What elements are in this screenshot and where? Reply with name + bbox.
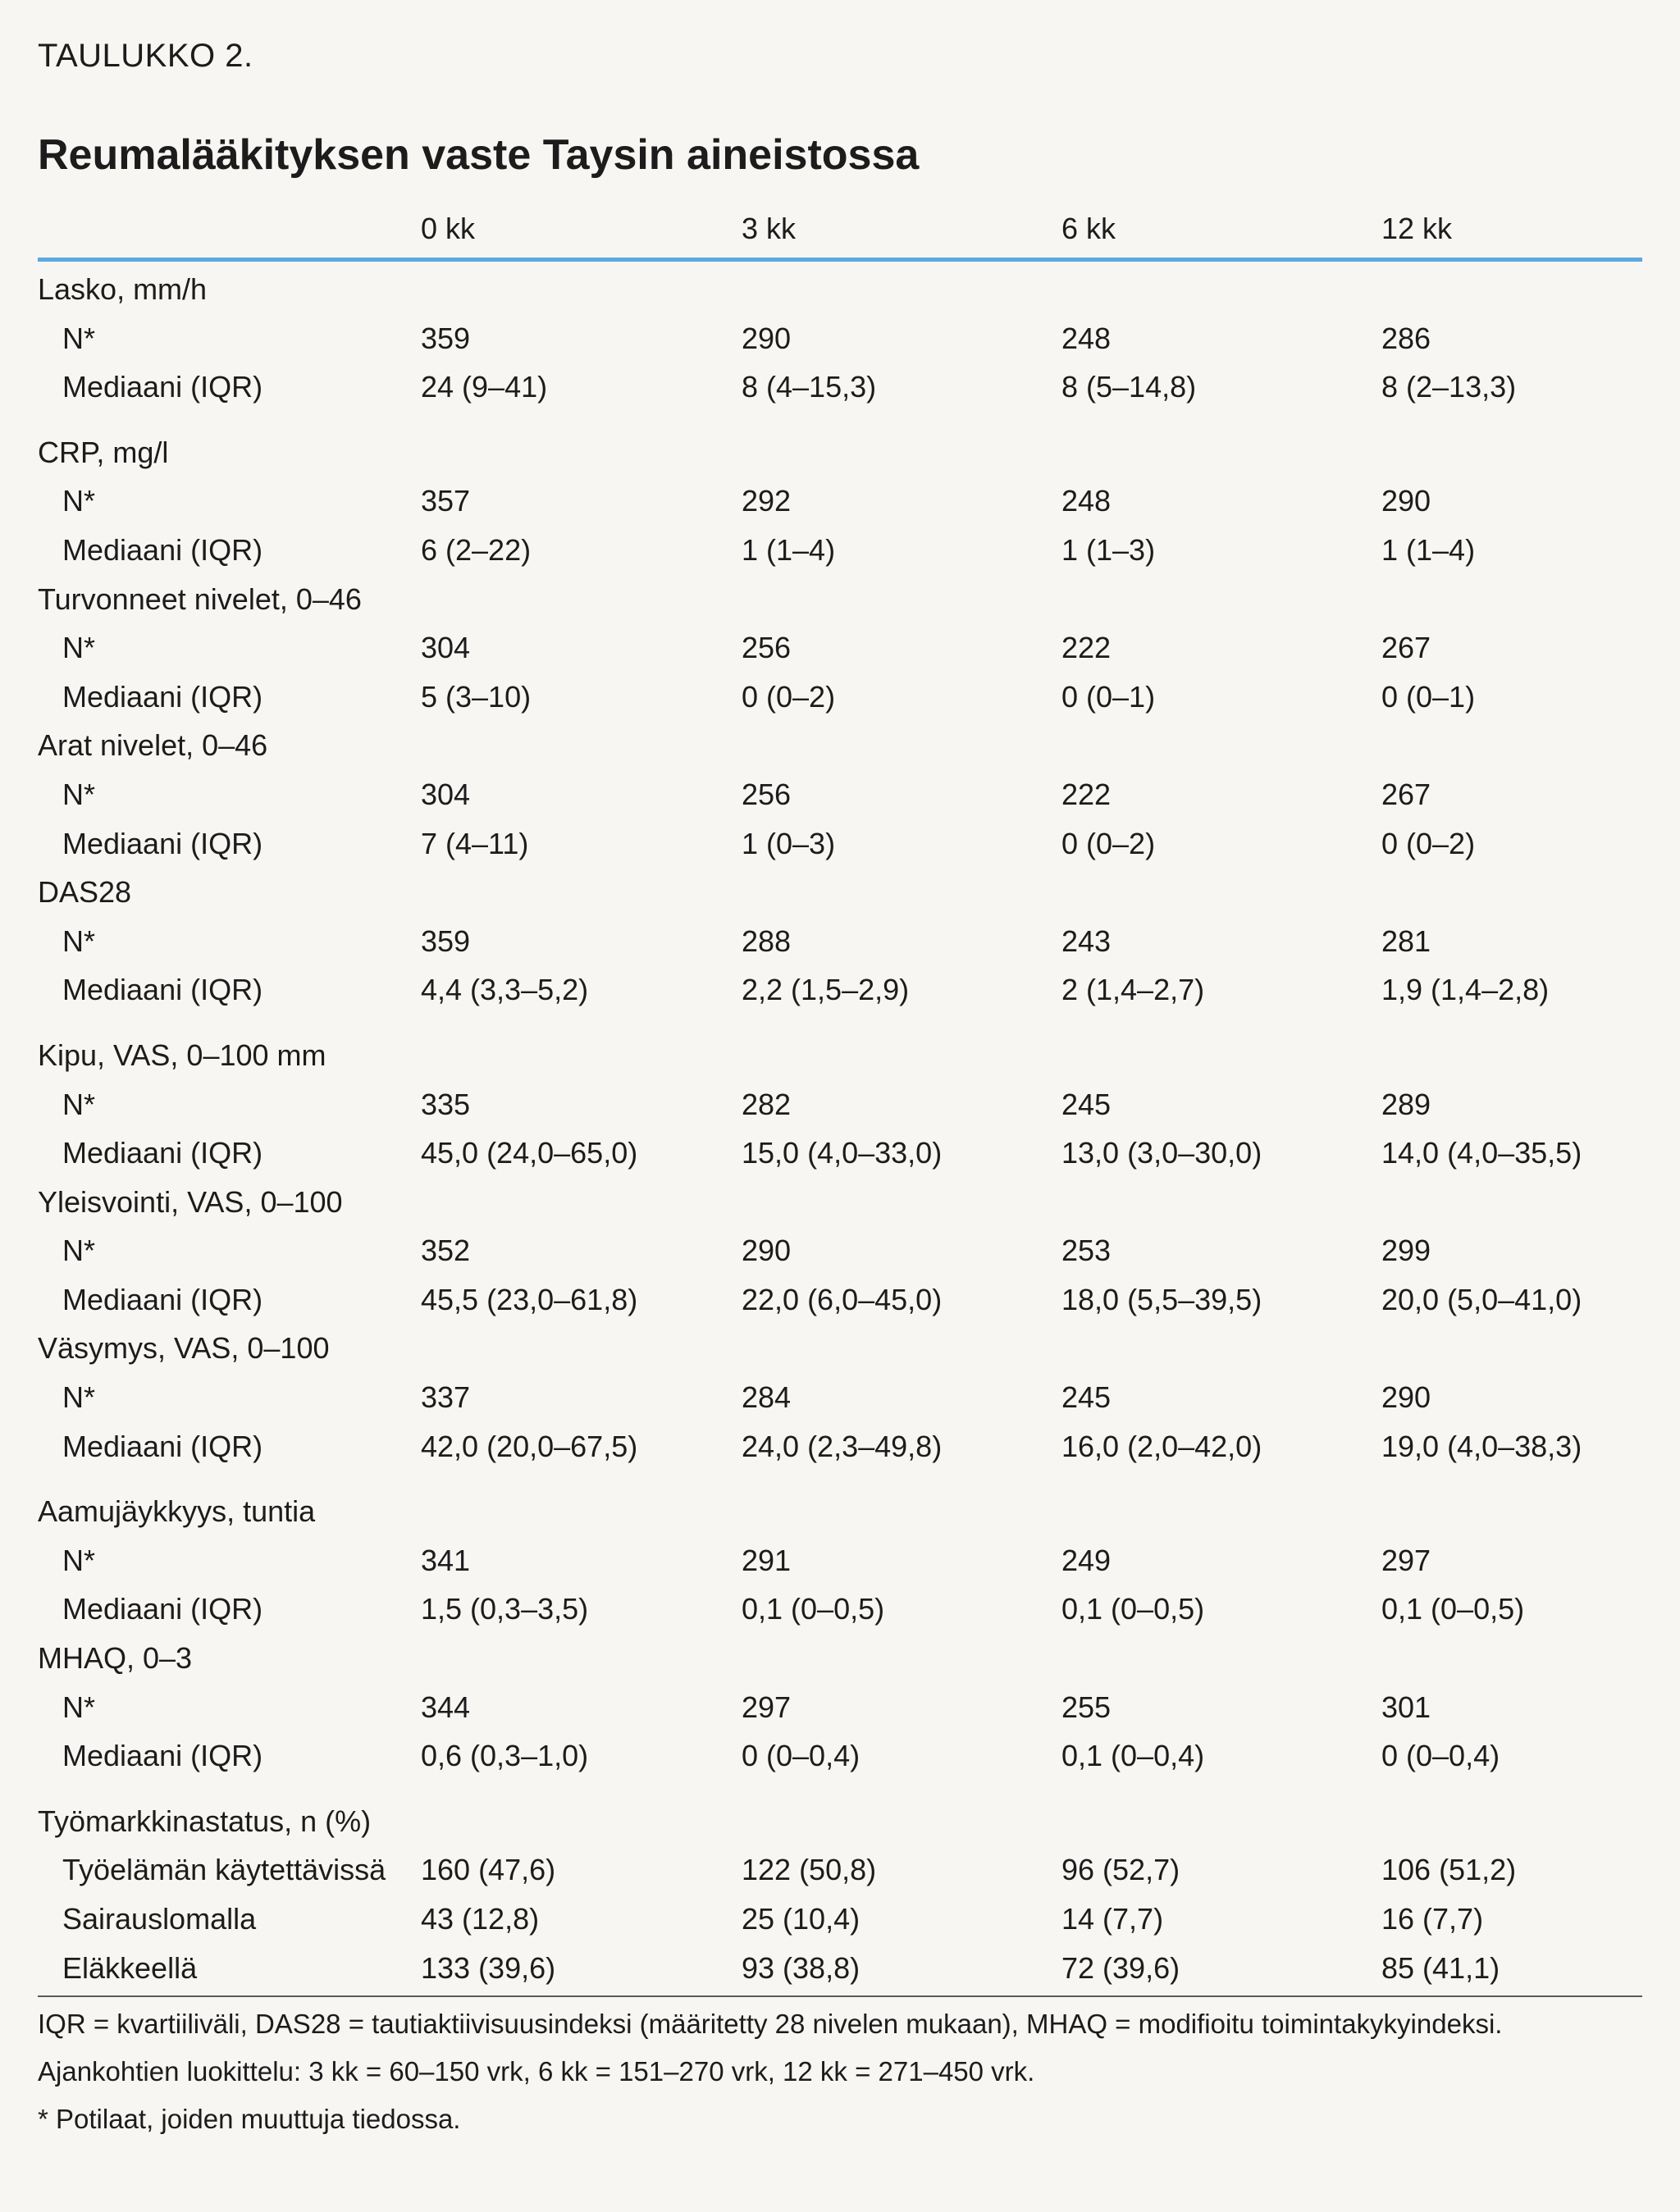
table-cell: 281 (1381, 924, 1431, 958)
table-cell: 133 (39,6) (421, 1950, 556, 1985)
row-label: Mediaani (IQR) (62, 826, 263, 860)
table-cell: 16,0 (2,0–42,0) (1061, 1429, 1262, 1463)
table-cell: 222 (1061, 777, 1112, 811)
table-cell: 243 (1061, 924, 1112, 958)
group-title: Väsymys, VAS, 0–100 (38, 1331, 330, 1366)
table-cell: 45,0 (24,0–65,0) (421, 1136, 638, 1170)
table-row (38, 917, 1642, 966)
table-row (38, 526, 1642, 575)
table-row (38, 1683, 1642, 1732)
table-cell: 25 (10,4) (742, 1902, 861, 1936)
row-label: N* (62, 1087, 96, 1121)
table-cell: 42,0 (20,0–67,5) (421, 1429, 638, 1463)
table-cell: 0,1 (0–0,5) (742, 1592, 885, 1626)
table-group (38, 1324, 1642, 1471)
table-bottom-rule (38, 1995, 1642, 1997)
table-cell: 0 (0–1) (1061, 679, 1156, 714)
row-label: N* (62, 631, 96, 665)
table-row (38, 1422, 1642, 1471)
header-col-12kk: 12 kk (1381, 212, 1453, 245)
table-cell: 267 (1381, 631, 1431, 665)
table-cell: 45,5 (23,0–61,8) (421, 1282, 638, 1316)
table-row (38, 673, 1642, 722)
table-label: TAULUKKO 2. (38, 38, 253, 74)
table-group (38, 868, 1642, 1015)
table-cell: 1 (0–3) (742, 826, 836, 860)
table-cell: 43 (12,8) (421, 1902, 540, 1936)
group-title: Turvonneet nivelet, 0–46 (38, 582, 362, 616)
table-cell: 96 (52,7) (1061, 1853, 1180, 1887)
table-row (38, 770, 1642, 819)
table-cell: 13,0 (3,0–30,0) (1061, 1136, 1262, 1170)
group-title: Yleisvointi, VAS, 0–100 (38, 1184, 343, 1219)
note-abbreviations: IQR = kvartiiliväli, DAS28 = tautiaktiivisuusindeksi (määritetty 28 nivelen mukaan), MHAQ = modifioitu toimintakykyindeksi. (38, 2009, 1503, 2040)
table-row (38, 363, 1642, 412)
table-cell: 106 (51,2) (1381, 1853, 1517, 1887)
row-label: Mediaani (IQR) (62, 1592, 263, 1626)
table-cell: 299 (1381, 1234, 1431, 1268)
table-cell: 0 (0–0,4) (1381, 1739, 1500, 1773)
table-cell: 15,0 (4,0–33,0) (742, 1136, 943, 1170)
row-label: Mediaani (IQR) (62, 370, 263, 404)
table-cell: 1 (1–3) (1061, 532, 1156, 567)
table-row (38, 1080, 1642, 1129)
table-title: Reumalääkityksen vaste Taysin aineistossa (38, 131, 920, 179)
row-label: N* (62, 1380, 96, 1415)
table-cell: 1 (1–4) (742, 532, 836, 567)
row-label: Mediaani (IQR) (62, 1739, 263, 1773)
table-cell: 1,5 (0,3–3,5) (421, 1592, 589, 1626)
table-cell: 253 (1061, 1234, 1112, 1268)
table-row (38, 965, 1642, 1015)
table-cell: 286 (1381, 321, 1431, 355)
table-cell: 122 (50,8) (742, 1853, 877, 1887)
row-label: Työelämän käytettävissä (62, 1853, 386, 1887)
table-cell: 301 (1381, 1690, 1431, 1724)
table-cell: 0,1 (0–0,5) (1381, 1592, 1525, 1626)
table-group (38, 1634, 1642, 1781)
table-row (38, 1226, 1642, 1275)
group-title: DAS28 (38, 875, 132, 910)
table-row (38, 819, 1642, 869)
group-title: Arat nivelet, 0–46 (38, 728, 268, 763)
table-cell: 0 (0–2) (1381, 826, 1476, 860)
table-cell: 341 (421, 1543, 471, 1577)
table-group (38, 1797, 1642, 1992)
table-cell: 24,0 (2,3–49,8) (742, 1429, 943, 1463)
table-cell: 2,2 (1,5–2,9) (742, 973, 910, 1007)
table-cell: 352 (421, 1234, 471, 1268)
table-cell: 359 (421, 924, 471, 958)
row-label: N* (62, 1543, 96, 1577)
table-cell: 304 (421, 631, 471, 665)
table-cell: 248 (1061, 484, 1112, 518)
table-cell: 357 (421, 484, 471, 518)
table-cell: 14 (7,7) (1061, 1902, 1164, 1936)
table-cell: 337 (421, 1380, 471, 1415)
row-label: Mediaani (IQR) (62, 1429, 263, 1463)
table-cell: 248 (1061, 321, 1112, 355)
table-row (38, 1373, 1642, 1422)
table-cell: 249 (1061, 1543, 1112, 1577)
table-cell: 245 (1061, 1087, 1112, 1121)
table-cell: 290 (1381, 1380, 1431, 1415)
table-cell: 297 (742, 1690, 792, 1724)
table-cell: 297 (1381, 1543, 1431, 1577)
table-row (38, 623, 1642, 673)
group-title: Kipu, VAS, 0–100 mm (38, 1038, 326, 1072)
table-cell: 93 (38,8) (742, 1950, 861, 1985)
header-col-6kk: 6 kk (1061, 212, 1116, 245)
table-cell: 255 (1061, 1690, 1112, 1724)
row-label: Sairauslomalla (62, 1902, 257, 1936)
row-label: N* (62, 1690, 96, 1724)
table-cell: 284 (742, 1380, 792, 1415)
table-row (38, 1944, 1642, 1993)
table-cell: 2 (1,4–2,7) (1061, 973, 1205, 1007)
note-time-classification: Ajankohtien luokittelu: 3 kk = 60–150 vrk, 6 kk = 151–270 vrk, 12 kk = 271–450 vrk. (38, 2056, 1035, 2087)
group-title: CRP, mg/l (38, 435, 169, 469)
table-cell: 0,1 (0–0,5) (1061, 1592, 1205, 1626)
row-label: N* (62, 484, 96, 518)
table-row (38, 1129, 1642, 1178)
row-label: Mediaani (IQR) (62, 1282, 263, 1316)
table-cell: 290 (1381, 484, 1431, 518)
row-label: N* (62, 924, 96, 958)
table-cell: 160 (47,6) (421, 1853, 556, 1887)
table-cell: 0 (0–2) (742, 679, 836, 714)
table-cell: 19,0 (4,0–38,3) (1381, 1429, 1582, 1463)
table-cell: 5 (3–10) (421, 679, 532, 714)
table-row (38, 477, 1642, 526)
table-cell: 72 (39,6) (1061, 1950, 1180, 1985)
table-cell: 290 (742, 1234, 792, 1268)
table-cell: 292 (742, 484, 792, 518)
table-row (38, 1275, 1642, 1325)
table-cell: 16 (7,7) (1381, 1902, 1484, 1936)
table-cell: 289 (1381, 1087, 1431, 1121)
row-label: N* (62, 321, 96, 355)
table-cell: 245 (1061, 1380, 1112, 1415)
table-cell: 335 (421, 1087, 471, 1121)
table-group (38, 428, 1642, 575)
table-group (38, 1031, 1642, 1178)
table-cell: 8 (4–15,3) (742, 370, 877, 404)
note-asterisk: * Potilaat, joiden muuttuja tiedossa. (38, 2104, 461, 2135)
table-cell: 288 (742, 924, 792, 958)
table-cell: 1,9 (1,4–2,8) (1381, 973, 1550, 1007)
table-cell: 304 (421, 777, 471, 811)
table-cell: 256 (742, 631, 792, 665)
table-cell: 7 (4–11) (421, 826, 529, 860)
table-row (38, 1585, 1642, 1634)
table-group (38, 575, 1642, 722)
table-cell: 4,4 (3,3–5,2) (421, 973, 589, 1007)
table-cell: 6 (2–22) (421, 532, 532, 567)
table-cell: 222 (1061, 631, 1112, 665)
group-title: Aamujäykkyys, tuntia (38, 1494, 316, 1529)
table-cell: 282 (742, 1087, 792, 1121)
table-cell: 0 (0–2) (1061, 826, 1156, 860)
table-cell: 24 (9–41) (421, 370, 548, 404)
table-cell: 256 (742, 777, 792, 811)
group-title: MHAQ, 0–3 (38, 1641, 193, 1676)
table-cell: 291 (742, 1543, 792, 1577)
table-cell: 18,0 (5,5–39,5) (1061, 1282, 1262, 1316)
table-row (38, 1845, 1642, 1895)
table-group (38, 721, 1642, 868)
table-cell: 267 (1381, 777, 1431, 811)
table-cell: 22,0 (6,0–45,0) (742, 1282, 943, 1316)
table-cell: 359 (421, 321, 471, 355)
table-cell: 290 (742, 321, 792, 355)
row-label: Mediaani (IQR) (62, 1136, 263, 1170)
table-group (38, 265, 1642, 412)
row-label: Mediaani (IQR) (62, 679, 263, 714)
table-row (38, 1731, 1642, 1781)
table-cell: 0,6 (0,3–1,0) (421, 1739, 589, 1773)
row-label: N* (62, 777, 96, 811)
table-row (38, 1895, 1642, 1944)
row-label: Mediaani (IQR) (62, 973, 263, 1007)
table-notes (38, 2000, 1642, 2143)
row-label: Mediaani (IQR) (62, 532, 263, 567)
table-cell: 85 (41,1) (1381, 1950, 1500, 1985)
header-col-3kk: 3 kk (742, 212, 797, 245)
document-page (38, 33, 1642, 2143)
table-row (38, 314, 1642, 363)
table-body (38, 262, 1642, 1995)
table-row (38, 1536, 1642, 1585)
row-label: Eläkkeellä (62, 1950, 198, 1985)
table-cell: 20,0 (5,0–41,0) (1381, 1282, 1582, 1316)
table-group (38, 1487, 1642, 1634)
group-title: Työmarkkinastatus, n (%) (38, 1804, 372, 1838)
table-group (38, 1178, 1642, 1325)
table-cell: 8 (5–14,8) (1061, 370, 1197, 404)
row-label: N* (62, 1234, 96, 1268)
group-title: Lasko, mm/h (38, 272, 208, 306)
table-cell: 0,1 (0–0,4) (1061, 1739, 1205, 1773)
table-cell: 344 (421, 1690, 471, 1724)
table-cell: 14,0 (4,0–35,5) (1381, 1136, 1582, 1170)
table-cell: 0 (0–1) (1381, 679, 1476, 714)
header-col-0kk: 0 kk (421, 212, 476, 245)
table-cell: 0 (0–0,4) (742, 1739, 861, 1773)
table-cell: 8 (2–13,3) (1381, 370, 1517, 404)
table-cell: 1 (1–4) (1381, 532, 1476, 567)
table-header (38, 200, 1642, 262)
